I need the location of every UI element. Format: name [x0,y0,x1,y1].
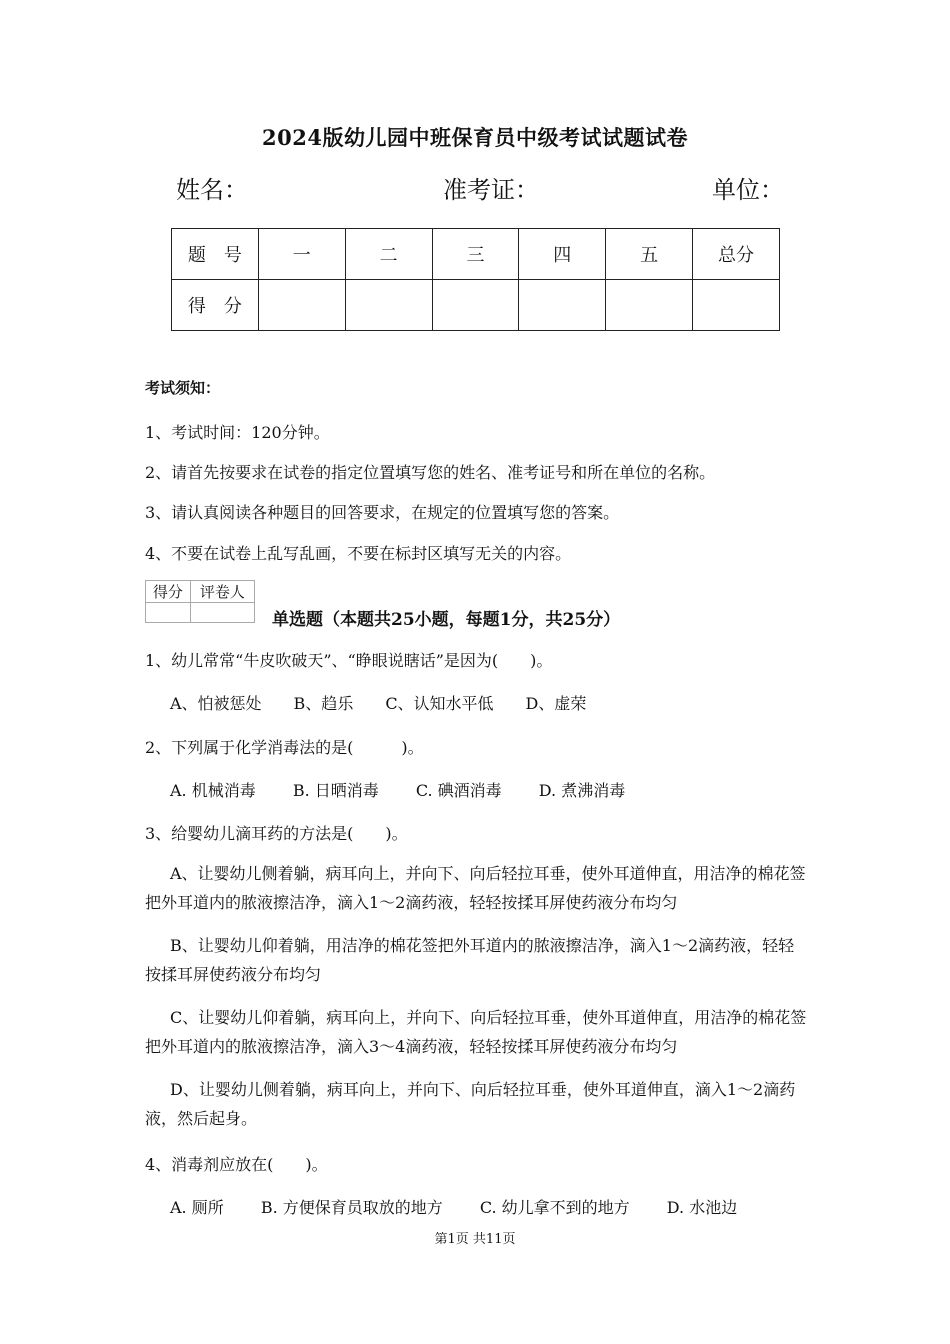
question-option-long: A、让婴幼儿侧着躺，病耳向上，并向下、向后轻拉耳垂，使外耳道伸直，用洁净的棉花签把外耳道内的脓液擦洁净，滴入1～2滴药液，轻轻按揉耳屏使药液分布均匀 [145,864,806,912]
score-cell[interactable] [606,280,693,331]
notice-title: 考试须知： [145,379,221,397]
score-table-header-row [172,229,780,280]
question-options: A. 机械消毒 B. 日晒消毒 C. 碘酒消毒 D. 煮沸消毒 [170,781,626,800]
grader-box [145,580,255,623]
question-stem: 1、幼儿常常“牛皮吹破天”、“睁眼说瞎话”是因为( )。 [145,651,553,670]
score-table-header-cell: 三 [432,229,519,280]
question-stem: 4、消毒剂应放在( )。 [145,1155,328,1174]
section-title: 单选题（本题共25小题，每题1分，共25分） [272,610,621,630]
question-option-long: C、让婴幼儿仰着躺，病耳向上，并向下、向后轻拉耳垂，使外耳道伸直，用洁净的棉花签把外耳道内的脓液擦洁净，滴入3～4滴药液，轻轻按揉耳屏使药液分布均匀 [145,1008,807,1056]
score-row-label: 得 分 [172,280,259,331]
question-stem: 2、下列属于化学消毒法的是( )。 [145,738,424,757]
score-table-header-cell: 题 号 [172,229,259,280]
question-options: A、怕被惩处 B、趋乐 C、认知水平低 D、虚荣 [170,694,587,713]
score-cell[interactable] [519,280,606,331]
question-option-long: B、让婴幼儿仰着躺，用洁净的棉花签把外耳道内的脓液擦洁净，滴入1～2滴药液，轻轻按揉耳屏使药液分布均匀 [145,936,795,984]
grader-box-grader-label: 评卷人 [190,581,254,603]
exam-id-label: 准考证： [443,176,539,204]
score-cell[interactable] [258,280,345,331]
score-cell[interactable] [345,280,432,331]
score-table [171,228,780,331]
score-table-score-row [172,280,780,331]
grader-box-score-cell[interactable] [146,603,191,623]
unit-label: 单位： [712,176,784,204]
score-table-header-cell: 四 [519,229,606,280]
question-option-long: D、让婴幼儿侧着躺，病耳向上，并向下、向后轻拉耳垂，使外耳道伸直，滴入1～2滴药液，然后起身。 [145,1080,796,1128]
score-table-header-cell: 一 [258,229,345,280]
notice-item: 2、请首先按要求在试卷的指定位置填写您的姓名、准考证号和所在单位的名称。 [145,463,716,482]
notice-item: 1、考试时间：120分钟。 [145,423,330,442]
name-label: 姓名： [176,176,248,204]
score-cell[interactable] [693,280,780,331]
score-table-header-cell: 总分 [693,229,780,280]
question-options: A. 厕所 B. 方便保育员取放的地方 C. 幼儿拿不到的地方 D. 水池边 [170,1198,738,1217]
notice-item: 3、请认真阅读各种题目的回答要求，在规定的位置填写您的答案。 [145,503,620,522]
grader-box-score-label: 得分 [146,581,191,603]
score-table-header-cell: 二 [345,229,432,280]
score-table-header-cell: 五 [606,229,693,280]
notice-item: 4、不要在试卷上乱写乱画，不要在标封区填写无关的内容。 [145,544,572,563]
page-footer: 第1页 共11页 [434,1232,516,1247]
grader-box-grader-cell[interactable] [190,603,254,623]
question-stem: 3、给婴幼儿滴耳药的方法是( )。 [145,824,408,843]
score-cell[interactable] [432,280,519,331]
page-title: 2024版幼儿园中班保育员中级考试试题试卷 [262,125,688,150]
